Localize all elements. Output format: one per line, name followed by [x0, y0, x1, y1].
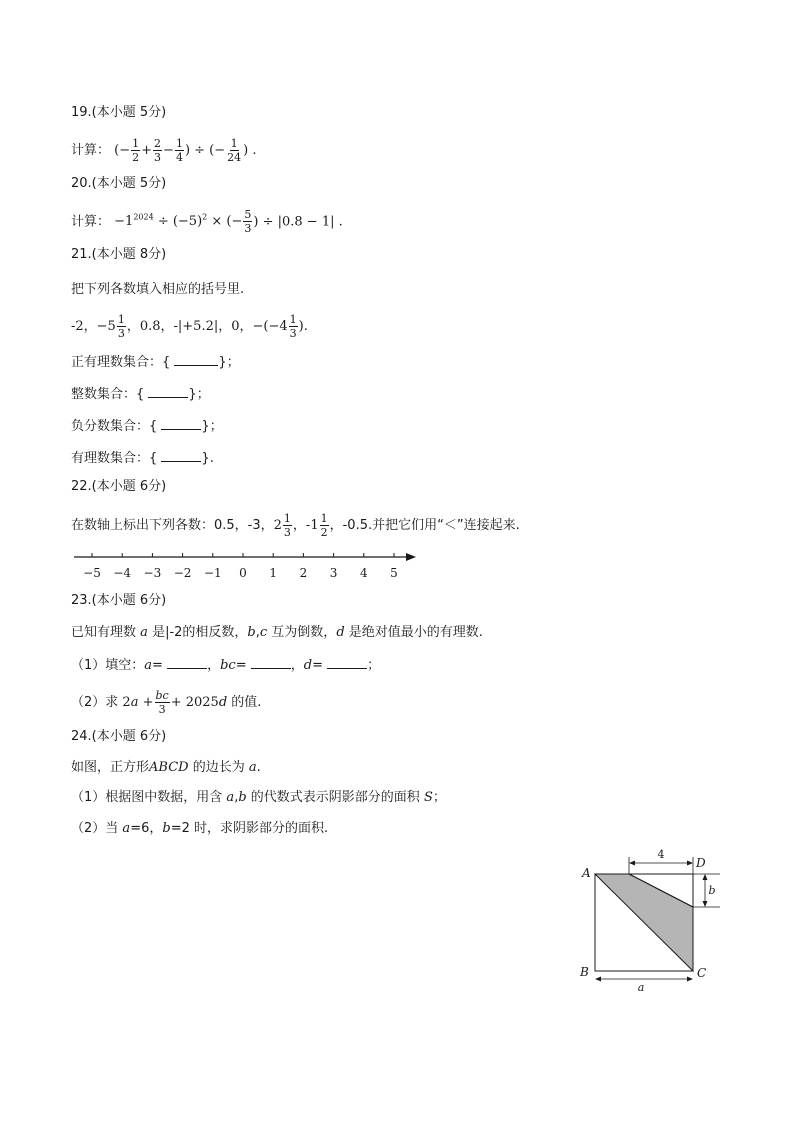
q23-condition: 已知有理数 a 是|-2的相反数，b,c 互为倒数，d 是绝对值最小的有理数. — [71, 625, 483, 640]
number-line-label: 2 — [299, 566, 308, 580]
q21-number-list: -2，−5 $\frac{1}{3}$ ，0.8，-|+5.2|，0，−(−4 $\frac{1}{3}$ ). — [71, 313, 308, 340]
number-line-label: 3 — [329, 566, 338, 580]
square-figure — [575, 845, 725, 995]
answer-blank[interactable] — [251, 654, 291, 669]
q21-set-integer: 整数集合：{ }； — [71, 383, 210, 405]
q23-part1: （1）填空：a= ，bc= ，d= ； — [71, 654, 380, 676]
q19-header: 19.(本小题 5分) — [71, 105, 167, 120]
q21-set-positive-rational: 正有理数集合：{ }； — [71, 351, 240, 373]
dimension-top-label: 4 — [657, 848, 665, 861]
number-line-label: −2 — [173, 566, 192, 580]
q19-prefix: 计算： — [71, 143, 111, 158]
answer-blank[interactable] — [167, 654, 207, 669]
q20-expression: 计算： $-1^{2024} \div (-5)^2$ × (− $\frac{5}{3}$ ) ÷ |0.8 − 1| . — [71, 208, 343, 236]
answer-blank[interactable] — [327, 654, 367, 669]
number-line-label: −3 — [143, 566, 162, 580]
q22-instruction: 在数轴上标出下列各数：0.5，-3，2 $\frac{1}{3}$ ，-1 $\frac{1}{2}$ ，-0.5.并把它们用“＜”连接起来. — [71, 512, 520, 539]
vertex-c-label: C — [697, 966, 707, 980]
q24-header: 24.(本小题 6分) — [71, 729, 167, 744]
q21-set-rational: 有理数集合：{ }. — [71, 447, 214, 469]
number-line-label: 0 — [239, 566, 247, 580]
vertex-a-label: A — [582, 866, 591, 880]
arrow-right-icon — [406, 553, 416, 561]
number-line-label: −4 — [113, 566, 132, 580]
answer-blank[interactable] — [174, 351, 218, 366]
dimension-bottom-label: a — [637, 981, 645, 994]
q21-set-negative-fraction: 负分数集合：{ }； — [71, 415, 223, 437]
q24-part1: （1）根据图中数据，用含 a,b 的代数式表示阴影部分的面积 S； — [71, 790, 446, 805]
number-line-label: 1 — [269, 566, 278, 580]
q20-prefix: 计算： — [71, 214, 111, 230]
vertex-b-label: B — [580, 965, 589, 979]
vertex-d-label: D — [696, 856, 706, 870]
number-line — [66, 548, 422, 582]
number-line-label: −1 — [203, 566, 222, 580]
answer-blank[interactable] — [161, 415, 201, 430]
q24-intro: 如图，正方形ABCD 的边长为 a. — [71, 760, 261, 775]
number-line-label: 5 — [390, 566, 398, 580]
dimension-side-label: b — [708, 884, 716, 897]
number-line-label: −5 — [83, 566, 101, 580]
shaded-region — [595, 874, 693, 971]
q20-header: 20.(本小题 5分) — [71, 176, 167, 191]
q23-part2: （2）求 2a + $\frac{bc}{3}$ + 2025d 的值. — [71, 689, 262, 716]
q24-part2: （2）当 a=6，b=2 时，求阴影部分的面积. — [71, 821, 329, 836]
q23-header: 23.(本小题 6分) — [71, 593, 167, 608]
q22-header: 22.(本小题 6分) — [71, 479, 167, 494]
q21-instruction: 把下列各数填入相应的括号里. — [71, 282, 245, 297]
q21-header: 21.(本小题 8分) — [71, 247, 167, 262]
q19-expression: 计算： (− $\frac{1}{2}$ + $\frac{2}{3}$ − $\frac{1}{4}$ ) ÷ (− $\frac{1}{24}$ ) . — [71, 137, 257, 164]
answer-blank[interactable] — [148, 383, 188, 398]
answer-blank[interactable] — [161, 447, 201, 462]
number-line-label: 4 — [359, 566, 368, 580]
